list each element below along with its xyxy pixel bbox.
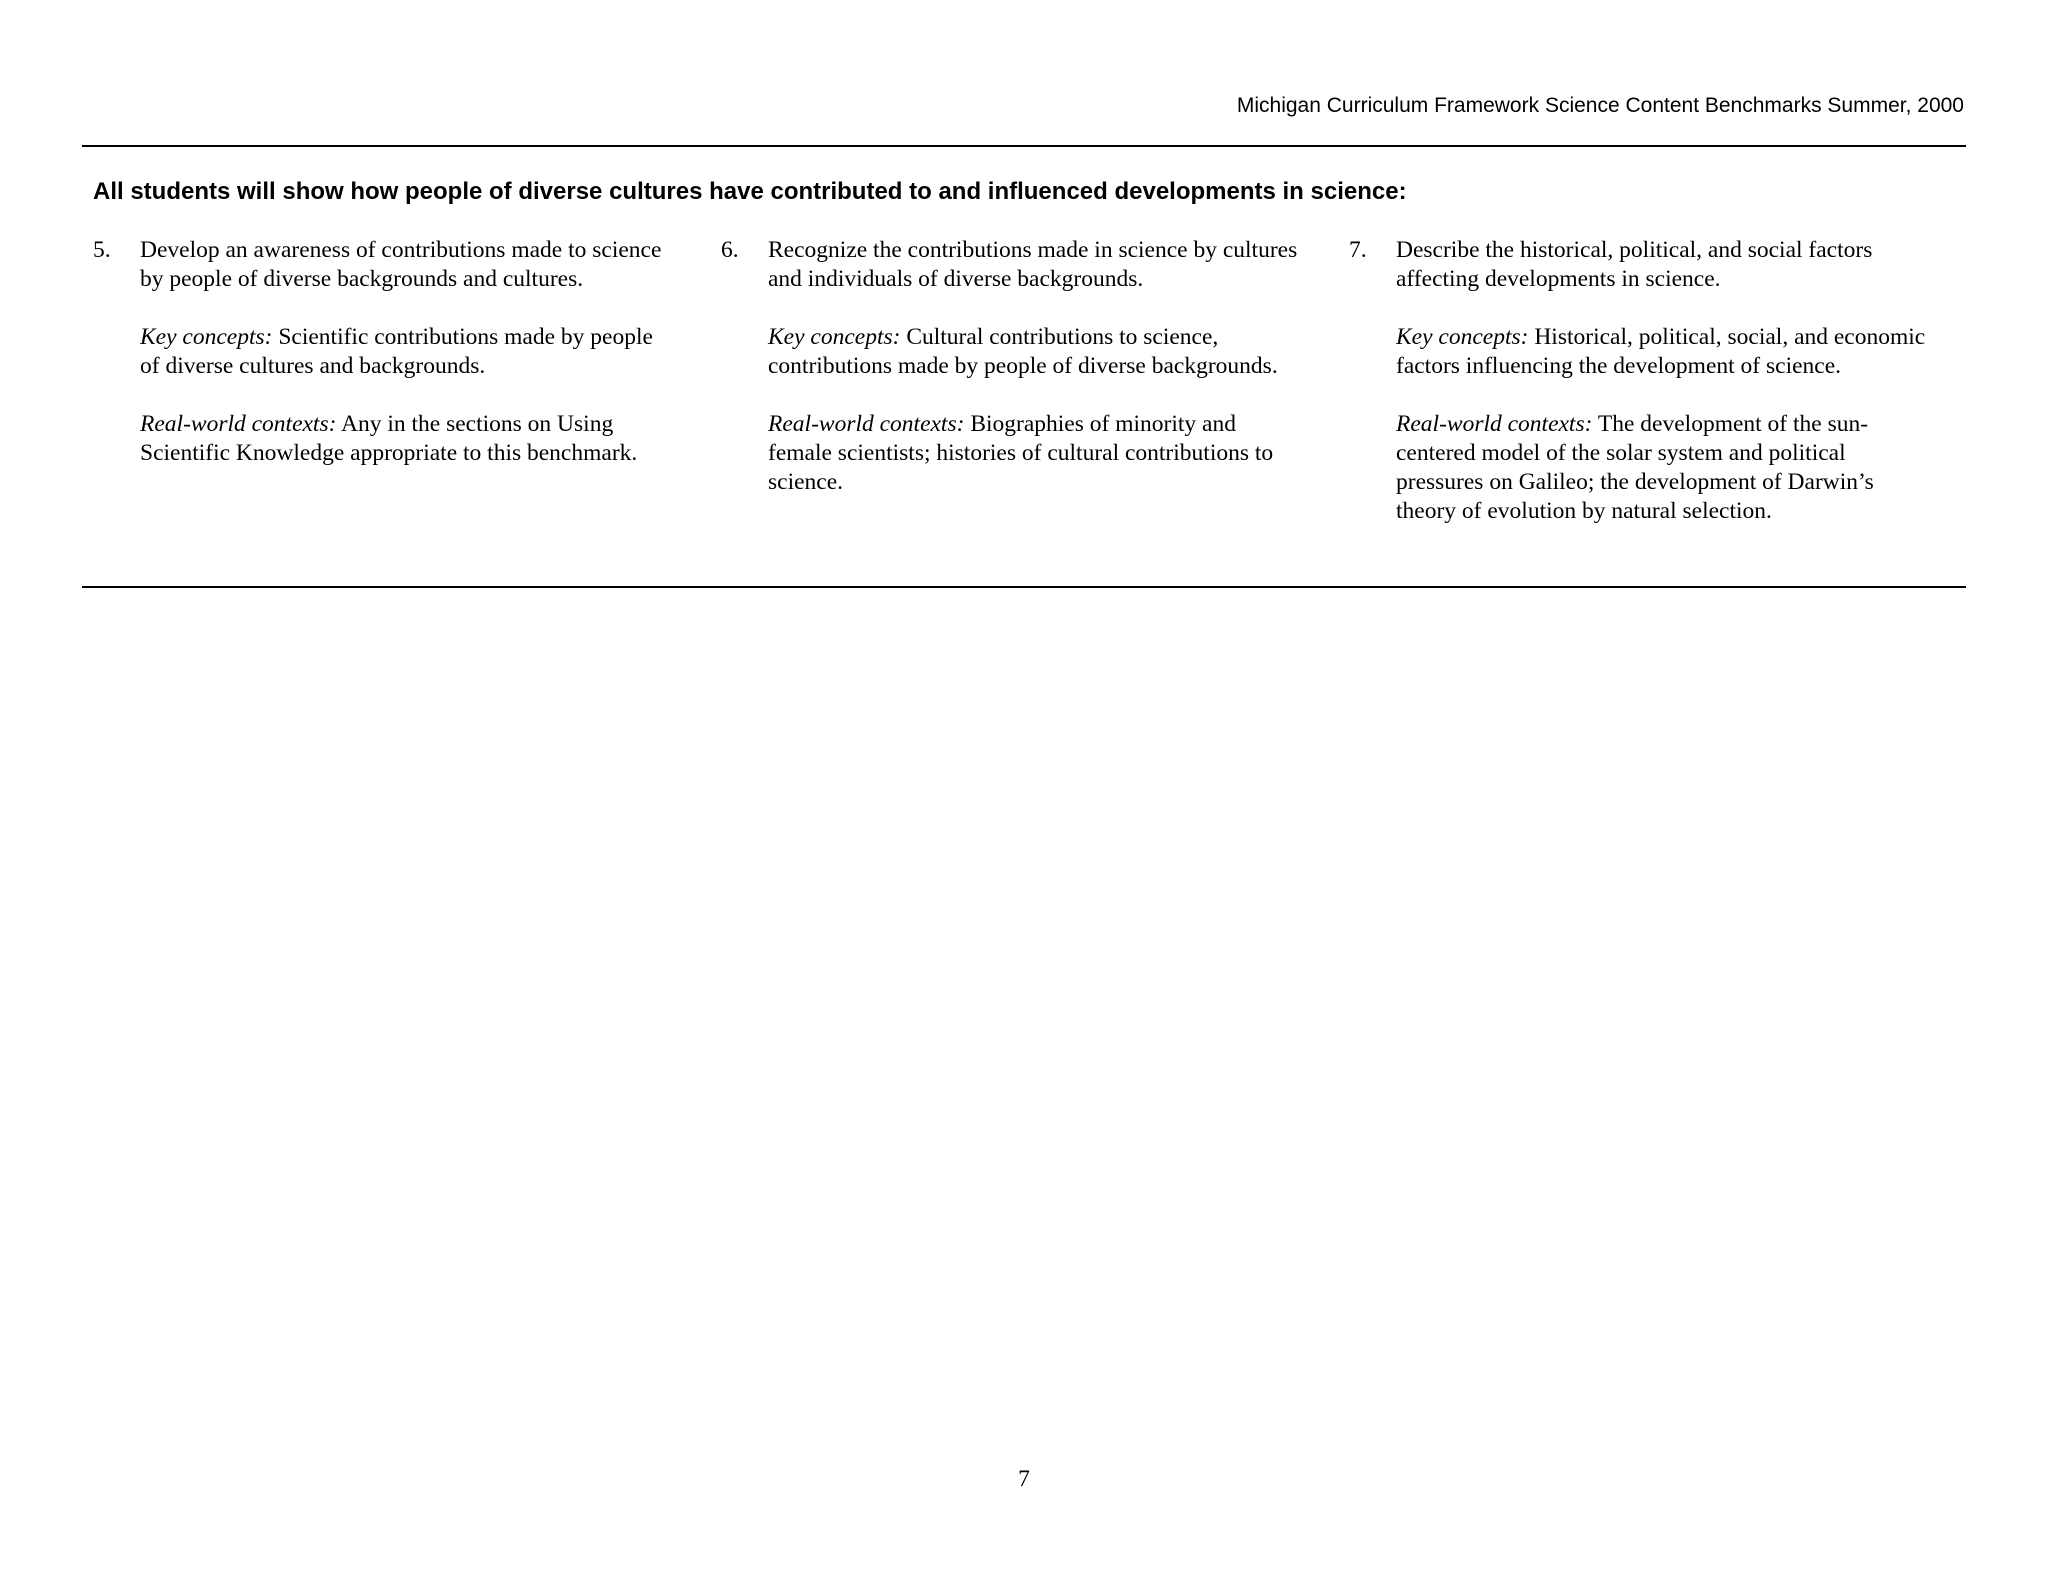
running-header: Michigan Curriculum Framework Science Content Benchmarks Summer, 2000 <box>1236 94 1964 117</box>
real-world-label: Real-world contexts: <box>1396 411 1593 437</box>
top-rule <box>82 145 1966 147</box>
key-concepts-text: Historical, political, social, and economic factors influencing the development of science. <box>1396 324 1926 379</box>
page-number: 7 <box>1018 1466 1030 1492</box>
benchmark-7 <box>1349 236 1929 526</box>
real-world-contexts <box>768 410 1301 497</box>
benchmark-number: 7. <box>1349 237 1367 263</box>
real-world-text: Biographies of minority and female scientists; histories of cultural contributions to science. <box>768 411 1274 495</box>
bottom-rule <box>82 586 1966 588</box>
real-world-label: Real-world contexts: <box>140 411 337 437</box>
benchmark-6 <box>721 236 1301 497</box>
benchmark-text: Recognize the contributions made in science by cultures and individuals of diverse backgrounds. <box>768 237 1298 292</box>
real-world-text: The development of the sun-centered model of the solar system and political pressures on Galileo; the development of Darwin’s theory of evolution by natural selection. <box>1396 411 1874 524</box>
key-concepts-label: Key concepts: <box>768 324 901 350</box>
key-concepts-text: Scientific contributions made by people of diverse cultures and backgrounds. <box>140 324 653 379</box>
benchmark-5 <box>93 236 673 468</box>
key-concepts-label: Key concepts: <box>1396 324 1529 350</box>
key-concepts <box>1396 323 1929 381</box>
real-world-text: Any in the sections on Using Scientific Knowledge appropriate to this benchmark. <box>140 411 638 466</box>
benchmark-number: 5. <box>93 237 111 263</box>
benchmark-text: Describe the historical, political, and social factors affecting developments in science. <box>1396 237 1873 292</box>
key-concepts-label: Key concepts: <box>140 324 273 350</box>
key-concepts <box>140 323 673 381</box>
real-world-contexts <box>140 410 673 468</box>
key-concepts <box>768 323 1301 381</box>
real-world-label: Real-world contexts: <box>768 411 965 437</box>
real-world-contexts <box>1396 410 1929 526</box>
standard-statement: All students will show how people of diverse cultures have contributed to and influenced developments in science: <box>93 178 1407 205</box>
benchmark-number: 6. <box>721 237 739 263</box>
key-concepts-text: Cultural contributions to science, contributions made by people of diverse backgrounds. <box>768 324 1278 379</box>
benchmark-text: Develop an awareness of contributions made to science by people of diverse backgrounds and cultures. <box>140 237 662 292</box>
